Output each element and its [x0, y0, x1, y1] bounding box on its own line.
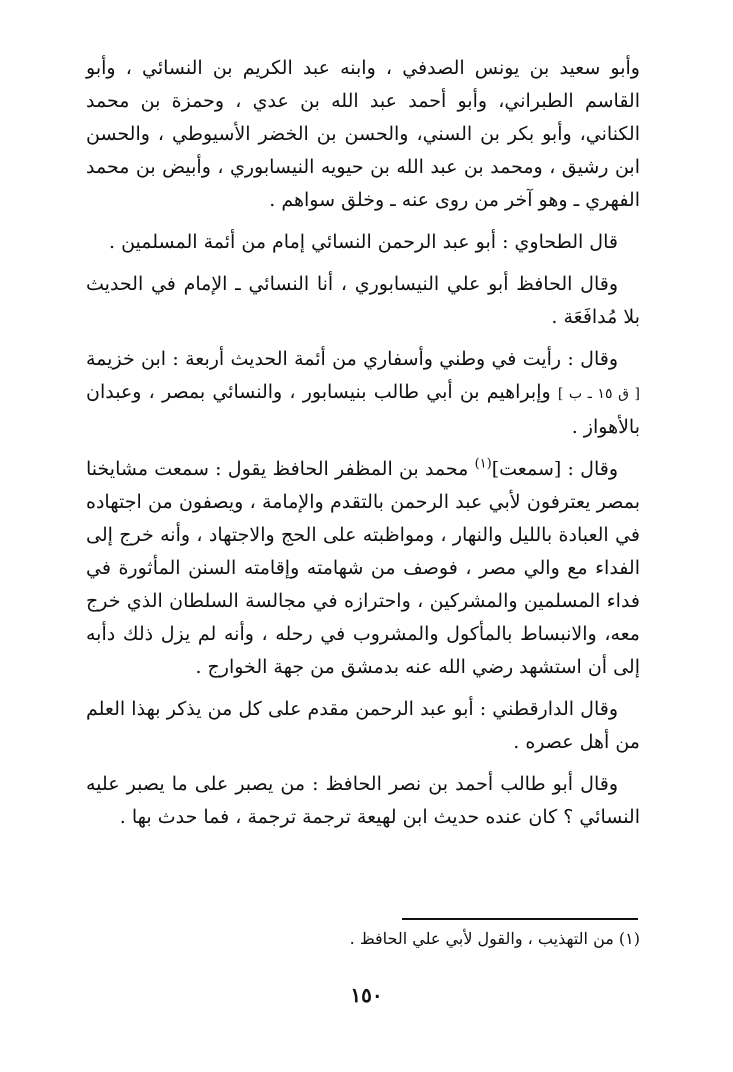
paragraph-tahawi: قال الطحاوي : أبو عبد الرحمن النسائي إمام من أئمة المسلمين .: [108, 231, 618, 253]
four-imams-text-end: وإبراهيم بن أبي طالب بنيسابور ، والنسائي بمصر ، وعبدان بالأهواز .: [86, 381, 640, 438]
footnote: (١) من التهذيب ، والقول لأبي علي الحافظ .: [349, 929, 640, 948]
paragraph-abu-ali: وقال الحافظ أبو علي النيسابوري ، أنا النسائي ـ الإمام في الحديث بلا مُدافَعَة .: [86, 273, 640, 328]
muzaffar-text-body: محمد بن المظفر الحافظ يقول : سمعت مشايخنا بمصر يعترفون لأبي عبد الرحمن بالتقدم والإمامة ، ويصفون من اجتهاده في العبادة بالليل والنهار ، ومواظبته على الحج والاجتهاد ، وأنه خرج إلى الفداء مع والي مصر ، فوصف من شهامته وإقامته السنن المأثورة في فداء المسلمين والمشركين ، واحترازه في مجالسة السلطان الذي خرج معه، والانبساط بالمأكول والمشروب في رحله ، وأنه لم يزل ذلك دأبه إلى أن استشهد رضي الله عنه بدمشق من جهة الخوارج .: [86, 458, 640, 678]
paragraph-abu-talib: وقال أبو طالب أحمد بن نصر الحافظ : من يصبر على ما يصبر عليه النسائي ؟ كان عنده حديث ابن لهيعة ترجمة ترجمة ، فما حدث بها .: [86, 773, 640, 828]
page-number: ١٥٠: [350, 983, 383, 1007]
body-text: [86, 52, 640, 834]
paragraph-narrators: وأبو سعيد بن يونس الصدفي ، وابنه عبد الكريم بن النسائي ، وأبو القاسم الطبراني، وأبو أحمد عبد الله بن عدي ، وحمزة بن محمد الكناني، وأبو بكر بن السني، والحسن بن الخضر الأسيوطي ، والحسن ابن رشيق ، ومحمد بن عبد الله بن حيويه النيسابوري ، وأبيض بن محمد الفهري ـ وهو آخر من روى عنه ـ وخلق سواهم .: [86, 57, 640, 211]
paragraph-daraqutni: وقال الدارقطني : أبو عبد الرحمن مقدم على كل من يذكر بهذا العلم من أهل عصره .: [86, 698, 640, 753]
muzaffar-text-start: وقال : [سمعت]: [491, 458, 618, 480]
paragraph-four-imams: [86, 343, 640, 444]
footnote-marker: (١): [474, 456, 492, 472]
paragraph-muzaffar: [86, 453, 640, 684]
four-imams-text-start: وقال : رأيت في وطني وأسفاري من أئمة الحديث أربعة : ابن خزيمة: [86, 348, 618, 370]
manuscript-reference: [ ق ١٥ ـ ب ]: [557, 386, 640, 402]
footnote-divider: [402, 918, 638, 920]
